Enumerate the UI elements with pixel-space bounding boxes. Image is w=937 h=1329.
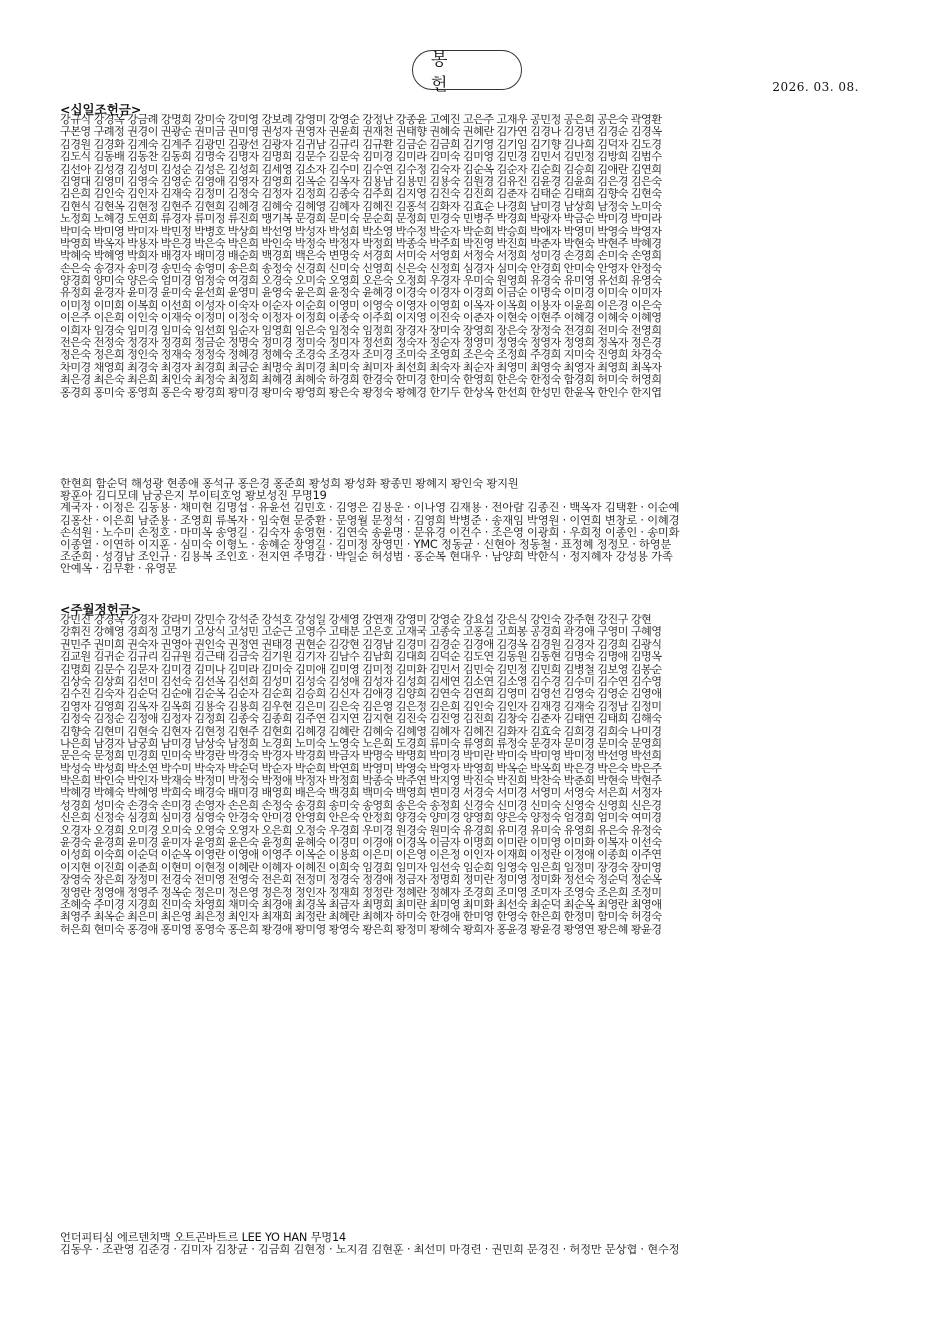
name-row: 홍경희 홍미숙 홍영희 홍은숙 황경희 황미경 황미숙 황영희 황은숙 황정숙 황혜경 한기두 한상옥 한선희 한성민 한윤옥 한인수 한지엽 — [60, 386, 662, 399]
name-row: 계국자 · 이정은 김동용 · 채미현 김명섭 · 유윤선 김민호 · 김영은 김용운 · 이나영 김재용 · 전아람 김종진 · 백옥자 김택환 · 이순예 — [60, 502, 680, 515]
name-row: 박영희 박옥자 박용자 박은경 박은숙 박은희 박인숙 박정숙 박정자 박정희 박종숙 박주희 박진영 박진희 박춘자 박현숙 박현주 박혜경 — [60, 237, 662, 250]
name-row: 손은숙 송경자 송미경 송민숙 송영미 송은희 송정숙 신경희 신미숙 신영희 신은숙 신정희 심경자 심미숙 안경희 안미숙 안영자 안정숙 — [60, 262, 662, 275]
name-row: 조준희 · 성경남 조인규 · 김용복 조인호 · 전지연 주명갑 · 박일순 허성범 · 홍순복 현대우 · 남양희 박한식 · 정지혜자 강성용 가족 — [60, 551, 673, 564]
name-row: 오경자 오경희 오미경 오미숙 오영숙 오영자 오은희 오정숙 우경희 우미경 원경숙 원미숙 유경희 유미경 유미숙 유영희 유은숙 유정숙 — [60, 824, 662, 837]
name-row: 김수진 김숙자 김순덕 김순애 김순옥 김순자 김순희 김승희 김신자 김애경 김양희 김연숙 김연희 김영미 김영선 김영숙 김영순 김영애 — [60, 688, 662, 701]
name-row: 이종열 · 이연하 이지훈 · 심미숙 이형노 · 송혜순 장영길 · 김미정 장영민 · YMC 정동균 · 신현아 정동철 · 표정혜 정정모 · 하영분 — [60, 538, 672, 551]
name-row: 조혜숙 주미경 지경희 진미숙 차영희 채미숙 최경애 최경옥 최금자 최명희 최미란 최미영 최미화 최선숙 최순덕 최순옥 최영란 최영애 — [60, 898, 662, 911]
name-row: 김동우 · 조관영 김준경 · 김미자 김창균 · 김금희 김현정 · 노지겸 김현훈 · 최선미 마경련 · 권민희 문경진 · 허정만 문상협 · 현수정 — [60, 1244, 680, 1257]
name-row: 정은숙 정은희 정인숙 정재숙 정정숙 정혜경 정혜숙 조경숙 조경자 조미경 조미숙 조영희 조은숙 조정희 주경희 지미숙 진영희 차경숙 — [60, 349, 662, 362]
name-row: 나은희 남경자 남궁희 남미경 남상숙 남정희 노경희 노미숙 노영숙 노은희 도경희 류미숙 류영희 류정숙 문경자 문미경 문미숙 문영희 — [60, 737, 662, 750]
name-row: 이희자 임경숙 임미경 임미숙 임선희 임순자 임영희 임은숙 임정숙 임정희 장경자 장미숙 장영희 장은숙 장정숙 전경희 전미숙 전영희 — [60, 324, 662, 337]
name-row: 이성희 이숙희 이순덕 이순옥 이영란 이영애 이영주 이옥순 이용희 이은미 이은영 이은정 이인자 이재희 이정란 이정애 이종희 이주연 — [60, 849, 662, 862]
name-row: 박혜숙 박혜영 박희자 배경자 배미경 배순희 백경희 백은숙 변명숙 서경희 서미숙 서영희 서정숙 서정희 성미경 손경희 손미숙 손영희 — [60, 250, 662, 263]
name-row: 이미정 이미희 이복희 이선희 이성자 이숙자 이순자 이순희 이영미 이영숙 이영자 이영희 이옥자 이옥희 이용자 이윤희 이은경 이은숙 — [60, 299, 662, 312]
name-row: 손석원 · 노수미 손정호 · 마미옥 송영길 · 김숙자 송영현 · 김연숙 송윤명 · 문유경 이건수 · 조은영 이광희 · 우희정 이종인 · 송미화 — [60, 526, 680, 539]
name-row: 신은희 신정숙 심경희 심미경 심영숙 안경숙 안미경 안영희 안은숙 안정희 양경숙 양미경 양영희 양은숙 양정숙 엄경희 엄미숙 여미경 — [60, 812, 662, 825]
name-row: 문은숙 문정희 민경희 민미숙 박경란 박경숙 박경자 박경희 박금자 박명숙 박명희 박미경 박미란 박미숙 박미영 박미정 박선영 박선희 — [60, 750, 662, 763]
name-row: 김선아 김성경 김성미 김성순 김성은 김성희 김세영 김소자 김수미 김수연 김수정 김숙자 김순옥 김순자 김순희 김승희 김애란 김연희 — [60, 163, 662, 176]
name-row: 유정희 윤경자 윤미경 윤미숙 윤선희 윤영미 윤영숙 윤은희 윤정숙 윤혜경 이경숙 이경자 이경희 이금순 이명숙 이미경 이미숙 이미자 — [60, 287, 662, 300]
tithe-name-grid — [60, 114, 880, 399]
name-row: 박혜경 박혜숙 박혜영 박희숙 배경숙 배미경 배영희 배은숙 백경희 백미숙 백영희 변미경 서경숙 서미경 서영미 서영숙 서은희 서정자 — [60, 787, 662, 800]
name-row: 김정숙 김정순 김정애 김정자 김정희 김종숙 김종희 김주연 김지연 김지현 김진숙 김진영 김진희 김창숙 김춘자 김태연 김태희 김해숙 — [60, 713, 662, 726]
name-row: 허은희 현미숙 홍경애 홍미영 홍영숙 홍은희 황경애 황미영 황영숙 황은희 황정미 황혜숙 황희자 홍윤경 황윤경 황영연 황은혜 황윤경 — [60, 923, 662, 936]
section-heading-tithe: <십일조헌금> — [60, 102, 142, 117]
name-row: 박은희 박인숙 박인자 박재숙 박정미 박정숙 박정애 박정자 박정희 박종숙 박주연 박지영 박진숙 박진희 박찬숙 박춘희 박현숙 박현주 — [60, 775, 662, 788]
name-row: 안예옥 · 김무환 · 유영문 — [60, 563, 177, 576]
name-row: 강민진 강경옥 강경자 강라미 강민수 강석준 강석호 강성일 강세영 강연재 강영미 강영순 강요섭 강은식 강인숙 강주현 강진구 강현 — [60, 614, 652, 626]
section-heading-weekly: <주월정헌금> — [60, 602, 142, 617]
name-row: 황훈아 김디모데 남궁은지 부이티호엉 황보성진 무명19 — [60, 490, 327, 503]
name-row: 김경원 김경화 김계숙 김계주 김광민 김광선 김광자 김귀남 김규리 김규환 김금순 김금희 김기영 김기임 김기향 김나희 김덕자 김도경 — [60, 138, 662, 151]
name-row: 노정희 노혜경 도연희 류경자 류미정 류진희 맹기복 문경희 문미숙 문순희 문정희 민경숙 민병주 박경희 박광자 박금순 박미경 박미라 — [60, 213, 662, 226]
name-row: 김영대 김영미 김영숙 김영순 김영애 김영자 김영희 김옥순 김옥자 김용남 김용민 김용숙 김원경 김유진 김윤경 김윤희 김은경 김은숙 — [60, 175, 662, 188]
name-row: 김현식 김현옥 김현정 김현주 김현희 김혜경 김혜숙 김혜영 김혜자 김혜진 김홍석 김화자 김효순 나경희 남미경 남상희 남정숙 노미숙 — [60, 200, 662, 213]
name-row: 차미경 채영희 최경숙 최경자 최경희 최금순 최명숙 최미경 최미숙 최미자 최선희 최숙자 최순자 최영미 최영숙 최영자 최영희 최옥자 — [60, 361, 662, 374]
name-row: 김향숙 김현미 김현숙 김현자 김현정 김현주 김현희 김혜경 김혜란 김혜숙 김혜영 김혜자 김혜진 김화자 김효숙 김희경 김희숙 나미경 — [60, 725, 662, 738]
name-row: 강휘진 강혜영 경희정 고명기 고상식 고성민 고순근 고영수 고태분 고은호 고재국 고종숙 고홍길 고희봉 공경희 곽경애 구영미 구혜영 — [60, 626, 662, 639]
name-row: 박미숙 박미영 박미자 박민정 박병호 박상희 박선영 박성자 박성희 박소영 박수정 박순자 박순희 박승희 박애자 박영미 박영숙 박영자 — [60, 225, 662, 238]
name-row: 김상숙 김상희 김선미 김선숙 김선옥 김선희 김성미 김성숙 김성애 김성자 김성희 김세연 김소연 김소영 김수경 김수미 김수연 김수영 — [60, 675, 662, 688]
name-row: 김도식 김동배 김동찬 김동희 김명숙 김명자 김명희 김문수 김문숙 김미경 김미라 김미숙 김미영 김민경 김민서 김민정 김방희 김범수 — [60, 151, 662, 164]
name-row: 성경희 성미숙 손경숙 손미경 손영자 손은희 손정숙 송경희 송미숙 송영희 송은숙 송정희 신경숙 신미경 신미숙 신영숙 신영희 신은경 — [60, 799, 662, 812]
name-row: 김명희 김문수 김문자 김미경 김미나 김미라 김미숙 김미애 김미영 김미정 김미화 김민서 김민숙 김민정 김민희 김병철 김보영 김봉순 — [60, 663, 662, 676]
name-row: 언더피티심 에르덴치맥 오트곤바트르 LEE YO HAN 무명14 — [60, 1232, 346, 1244]
name-row: 김은희 김인숙 김인자 김재숙 김정미 김정숙 김정자 김정희 김종숙 김주희 김지영 김진숙 김진희 김춘자 김태순 김태희 김향숙 김현숙 — [60, 188, 662, 201]
name-row: 양경희 양미숙 양은숙 엄미경 엄정숙 여경희 오경숙 오미숙 오영희 오은숙 오정희 우경자 우미숙 원영희 유경숙 유미영 유선희 유영숙 — [60, 275, 662, 288]
name-row: 권민주 권미희 권숙자 권영아 권인숙 권정연 권태경 권현순 김강현 김경남 김경미 김경순 김경애 김경옥 김경원 김경자 김경희 김광식 — [60, 638, 662, 651]
name-row: 이지현 이진희 이춘희 이현미 이현정 이혜란 이혜자 이혜진 이희숙 임경희 임미자 임선숙 임순희 임영숙 임은희 임정미 장경숙 장미영 — [60, 861, 662, 874]
weekly-tail-lines — [60, 1232, 890, 1256]
page-title: 봉 헌 — [412, 50, 522, 90]
name-row: 장영숙 장은희 장정미 전경숙 전미영 전영숙 전은희 전정미 정경숙 정경애 정금자 정명희 정미란 정미영 정미화 정선숙 정순덕 정순옥 — [60, 874, 662, 887]
name-row: 이은주 이은희 이인숙 이재숙 이정미 이정숙 이정자 이정희 이종숙 이주희 이지영 이진숙 이춘자 이현숙 이현주 이혜경 이혜숙 이혜영 — [60, 312, 662, 325]
name-row: 전은숙 전정숙 정경자 정경희 정금순 정명숙 정미경 정미숙 정미자 정선희 정숙자 정순자 정영미 정영숙 정영자 정영희 정옥자 정은경 — [60, 337, 662, 350]
name-row: 김영자 김영희 김옥자 김옥희 김용숙 김용희 김우현 김은미 김은숙 김은영 김은정 김은희 김인숙 김인자 김재경 김재숙 김정남 김정미 — [60, 700, 662, 713]
name-row: 윤경숙 윤경희 윤미경 윤미자 윤영희 윤은숙 윤정희 윤혜숙 이경미 이경애 이경옥 이금자 이명희 이미란 이미영 이미화 이복자 이선숙 — [60, 837, 662, 850]
name-row: 한현희 함순덕 해성광 현종애 홍석규 홍은경 홍준희 황성희 황성화 황종민 황혜지 황인숙 황지원 — [60, 478, 519, 490]
name-row: 박성숙 박성희 박소연 박수미 박숙자 박순덕 박순자 박순희 박연희 박영미 박영숙 박영자 박영희 박옥순 박옥희 박은경 박은숙 박은주 — [60, 762, 662, 775]
name-row: 최은경 최은숙 최은희 최인숙 최정숙 최정희 최혜경 최혜숙 하경희 한경숙 한미경 한미숙 한영희 한은숙 한정숙 함경희 허미숙 허영희 — [60, 374, 662, 387]
weekly-name-grid — [60, 614, 880, 936]
name-row: 정영란 정영애 정영주 정옥순 정은미 정은영 정은정 정인자 정재희 정정란 정혜란 정혜자 조경희 조미영 조미자 조영숙 조은희 조정미 — [60, 886, 662, 899]
name-row: 김교원 김귀순 김규리 김규원 김근태 김금숙 김기원 김기자 김남수 김남희 김대희 김덕순 김도연 김동원 김동현 김명숙 김명애 김명옥 — [60, 651, 662, 664]
name-row: 김홍산 · 이은희 남준용 · 조영희 류복자 · 임숙현 문중환 · 문영월 문정석 · 김영희 박병준 · 송재임 박영원 · 이연희 변창로 · 이혜경 — [60, 514, 680, 527]
name-row: 구본영 구례정 권경이 권광순 권미금 권미영 권성자 권영자 권윤희 권재천 권태향 권혜숙 권혜란 김가연 김경나 김경년 김경순 김경옥 — [60, 126, 662, 139]
date: 2026. 03. 08. — [772, 80, 859, 94]
name-row: 최영주 최옥순 최은미 최은영 최은정 최인자 최재희 최정란 최혜란 최혜자 하미숙 한경애 한미영 한영숙 한은희 한정미 함미숙 허경숙 — [60, 911, 662, 924]
tithe-tail-lines — [60, 478, 890, 576]
name-row: 강규식 강경옥 강금례 강명희 강미숙 강미영 강보례 강영미 강영순 강정난 강종윤 고예진 고은주 고재우 공민정 공은희 공은숙 곽영환 — [60, 114, 662, 126]
